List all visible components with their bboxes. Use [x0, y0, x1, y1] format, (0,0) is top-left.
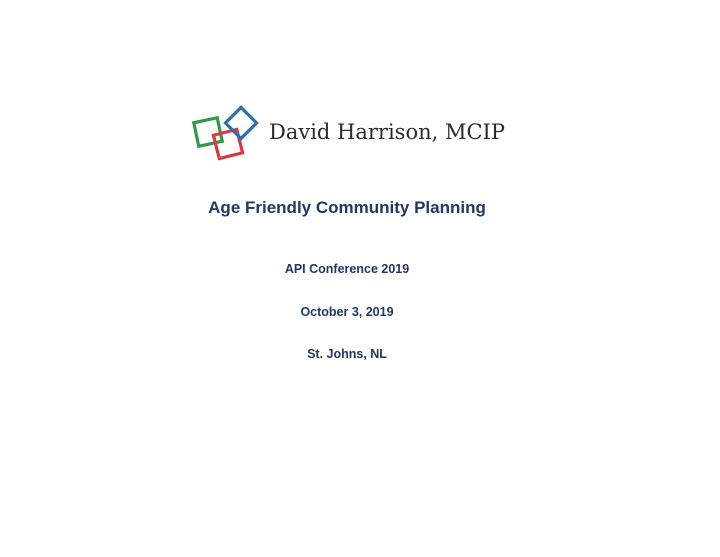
- slide-title: Age Friendly Community Planning: [208, 198, 486, 217]
- event-location: St. Johns, NL: [307, 347, 387, 361]
- event-date: October 3, 2019: [300, 305, 394, 319]
- event-name: API Conference 2019: [284, 262, 410, 276]
- logo: [189, 104, 505, 168]
- overlapping-squares-logo-icon: [189, 104, 267, 168]
- logo-name: David Harrison, MCIP: [269, 120, 505, 144]
